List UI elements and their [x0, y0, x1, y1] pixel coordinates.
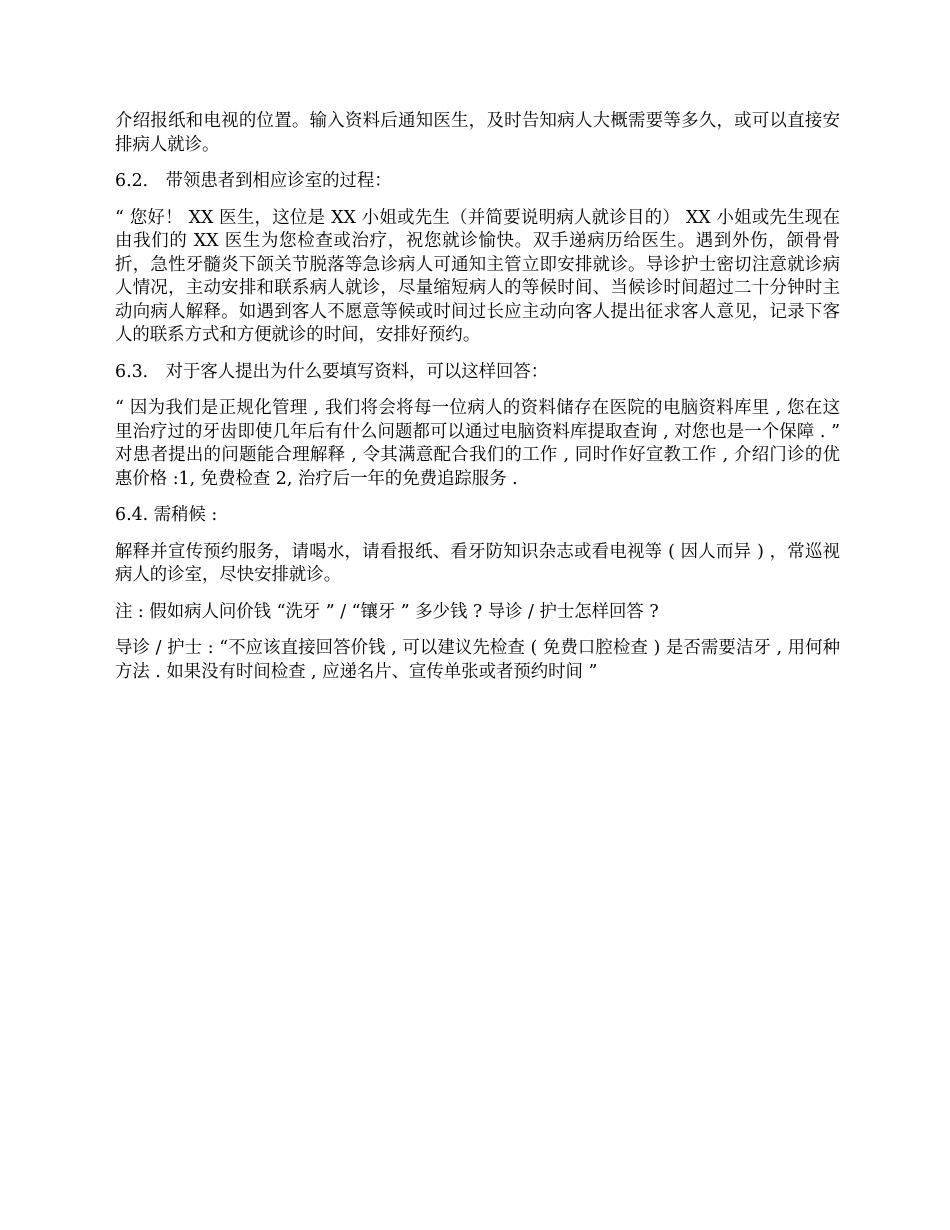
- paragraph-data-explanation: “ 因为我们是正规化管理 , 我们将会将每一位病人的资料储存在医院的电脑资料库里 , 您在这里治疗过的牙齿即使几年后有什么问题都可以通过电脑资料库提取查询 , 对您也是一个保障 . ” 对患者提出的问题能合理解释 , 令其满意配合我们的工作 , 同时作好宣教工作 , 介绍门诊的优惠价格 :1, 免费检查 2, 治疗后一年的免费追踪服务 .: [115, 398, 840, 489]
- paragraph-greeting-script: “ 您好！ XX 医生，这位是 XX 小姐或先生（并简要说明病人就诊目的） XX 小姐或先生现在由我们的 XX 医生为您检查或治疗，祝您就诊愉快。双手递病历给医生。遇到外伤，颌骨骨折，急性牙髓炎下颌关节脱落等急诊病人可通知主管立即安排就诊。导诊护士密切注意就诊病人情况，主动安排和联系病人就诊，尽量缩短病人的等候时间、当候诊时间超过二十分钟时主动向病人解释。如遇到客人不愿意等候或时间过长应主动向客人提出征求客人意见，记录下客人的联系方式和方便就诊的时间，安排好预约。: [115, 207, 840, 345]
- paragraph-waiting: 解释并宣传预约服务，请喝水，请看报纸、看牙防知识杂志或看电视等 ( 因人而异 ) ，常巡视病人的诊室，尽快安排就诊。: [115, 541, 840, 585]
- paragraph-nurse-answer: 导诊 / 护士 : “不应该直接回答价钱 , 可以建议先检查 ( 免费口腔检查 ) 是否需要洁牙 , 用何种方法 . 如果没有时间检查 , 应递名片、宣传单张或者预约时间 ”: [115, 638, 840, 682]
- section-heading-6-4: 6.4. 需稍候 :: [115, 505, 218, 525]
- document-body: [115, 110, 840, 697]
- section-heading-6-3: 6.3． 对于客人提出为什么要填写资料，可以这样回答：: [115, 361, 549, 382]
- paragraph-intro: 介绍报纸和电视的位置。输入资料后通知医生，及时告知病人大概需要等多久，或可以直接安排病人就诊。: [115, 111, 840, 155]
- section-heading-6-2: 6.2． 带领患者到相应诊室的过程：: [115, 171, 392, 191]
- paragraph-note: 注 : 假如病人问价钱 “洗牙 ” / “镶牙 ” 多少钱 ? 导诊 / 护士怎样回答 ?: [115, 601, 659, 622]
